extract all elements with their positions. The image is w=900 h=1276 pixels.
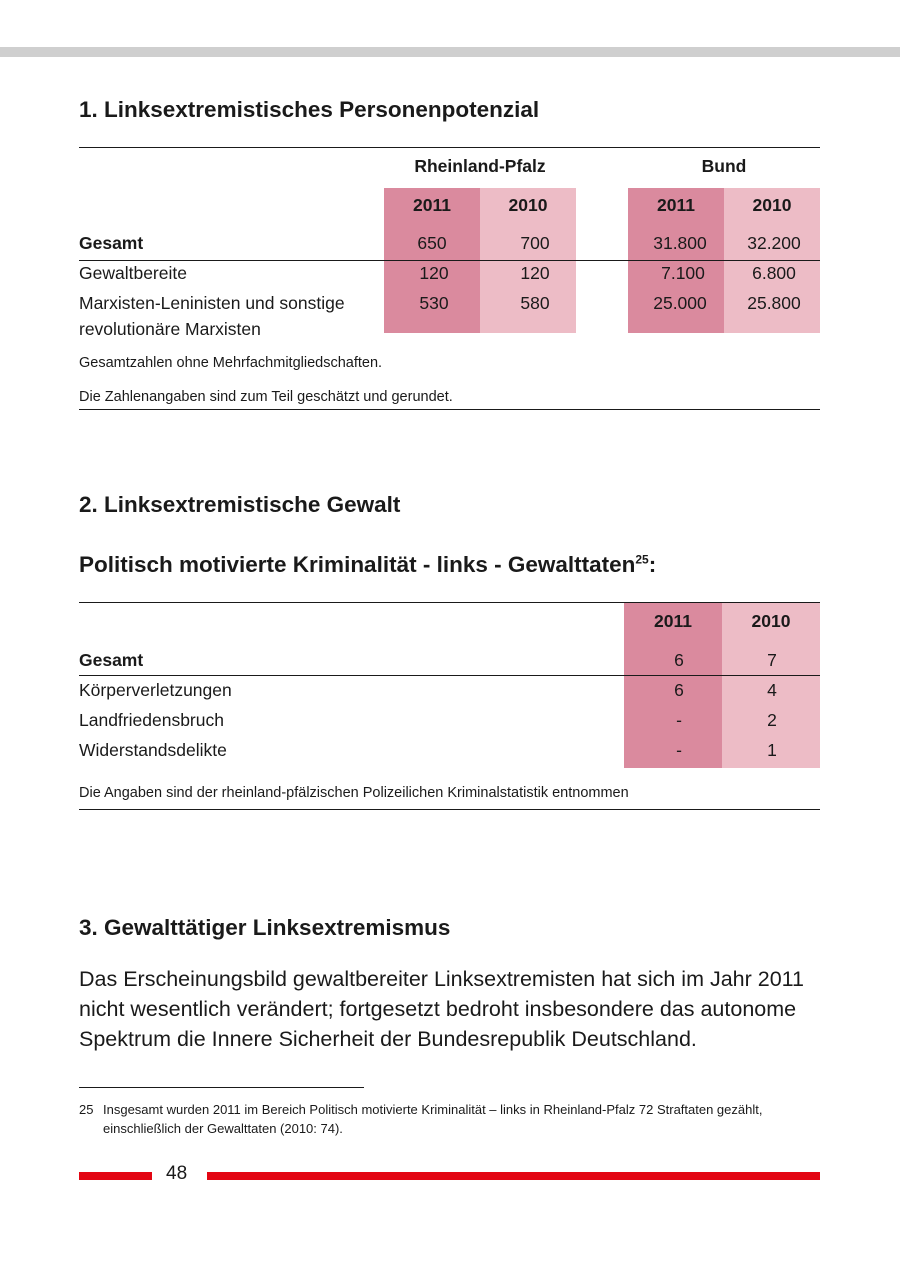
table2-cell: 4 <box>767 680 777 700</box>
subtitle-text: Politisch motivierte Kriminalität - links - Gewalttaten <box>79 552 636 577</box>
table1-cell: 31.800 <box>653 233 707 253</box>
footnote-number: 25 <box>79 1102 94 1117</box>
table1-group-rheinland-pfalz: Rheinland-Pfalz <box>414 156 546 176</box>
footer-red-bar-right <box>207 1172 820 1180</box>
table2-bottom-rule <box>79 809 820 810</box>
table2-row-label: Landfriedensbruch <box>79 710 224 730</box>
page-number: 48 <box>166 1163 188 1184</box>
table2-cell: 6 <box>674 680 684 700</box>
footnote-reference: 25 <box>635 552 649 567</box>
table1-cell: 25.800 <box>747 293 801 313</box>
table2-cell: 6 <box>674 650 684 670</box>
footer-red-bar-left <box>79 1172 152 1180</box>
section3-title: 3. Gewalttätiger Linksextremismus <box>79 915 451 940</box>
table1-cell: 120 <box>520 263 550 283</box>
table1-note: Die Zahlenangaben sind zum Teil geschätzt und gerundet. <box>79 389 453 405</box>
table2-cell: - <box>676 710 682 730</box>
section2-subtitle <box>79 552 656 578</box>
table1-cell: 32.200 <box>747 233 801 253</box>
table1-cell: 6.800 <box>752 263 796 283</box>
footnote <box>79 1100 839 1138</box>
table1-row-label: Gesamt <box>79 233 144 253</box>
table1-header-bund-2011: 2011 <box>657 195 695 215</box>
table1-top-rule <box>79 147 820 148</box>
section1-title: 1. Linksextremistisches Personenpotenzial <box>79 97 540 122</box>
table1-header-rp-2010: 2010 <box>508 195 548 215</box>
table2-row-label: Gesamt <box>79 650 144 670</box>
table1-header-bund-2010: 2010 <box>752 195 792 215</box>
table1-cell: 120 <box>419 263 449 283</box>
section3-paragraph: Das Erscheinungsbild gewaltbereiter Linksextremisten hat sich im Jahr 2011 nicht wesentlich verändert; fortgesetzt bedroht insbesondere das autonome Spektrum die Innere Sicherheit der Bundesrepublik Deutschland. <box>79 967 804 1051</box>
section2-title: 2. Linksextremistische Gewalt <box>79 492 401 517</box>
table1-row-label: Gewaltbereite <box>79 263 187 283</box>
table1-cell: 530 <box>419 293 449 313</box>
table2-header-2011: 2011 <box>654 611 692 631</box>
footnote-separator <box>79 1087 364 1088</box>
table2-row-label: Körperverletzungen <box>79 680 232 700</box>
table2-cell: 1 <box>767 740 777 760</box>
table1-group-bund: Bund <box>701 156 747 176</box>
table1-cell: 580 <box>520 293 550 313</box>
table1-cell: 650 <box>417 233 447 253</box>
footnote-text: Insgesamt wurden 2011 im Bereich Politisch motivierte Kriminalität – links in Rheinland-Pfalz 72 Straftaten gezählt, einschließlich der Gewalttaten (2010: 74). <box>103 1102 763 1136</box>
table1-row-label: Marxisten-Leninisten und sonstige <box>79 293 345 313</box>
table2-cell: 7 <box>767 650 777 670</box>
table1-header-rp-2011: 2011 <box>413 195 451 215</box>
table2-cell: - <box>676 740 682 760</box>
table2-note: Die Angaben sind der rheinland-pfälzischen Polizeilichen Kriminalstatistik entnommen <box>79 785 629 801</box>
table2-cell: 2 <box>767 710 777 730</box>
table2-header-2010: 2010 <box>751 611 791 631</box>
table2-row-divider <box>79 675 820 676</box>
top-gray-bar <box>0 47 900 57</box>
table1-cell: 25.000 <box>653 293 707 313</box>
table2-row-label: Widerstandsdelikte <box>79 740 227 760</box>
subtitle-colon: : <box>648 552 657 577</box>
table1-cell: 7.100 <box>661 263 705 283</box>
table1-note: Gesamtzahlen ohne Mehrfachmitgliedschaften. <box>79 355 383 371</box>
table1-row-divider <box>79 260 820 261</box>
table1-row-label-continued: revolutionäre Marxisten <box>79 319 261 339</box>
table1-bottom-rule <box>79 409 820 410</box>
table1-cell: 700 <box>520 233 550 253</box>
